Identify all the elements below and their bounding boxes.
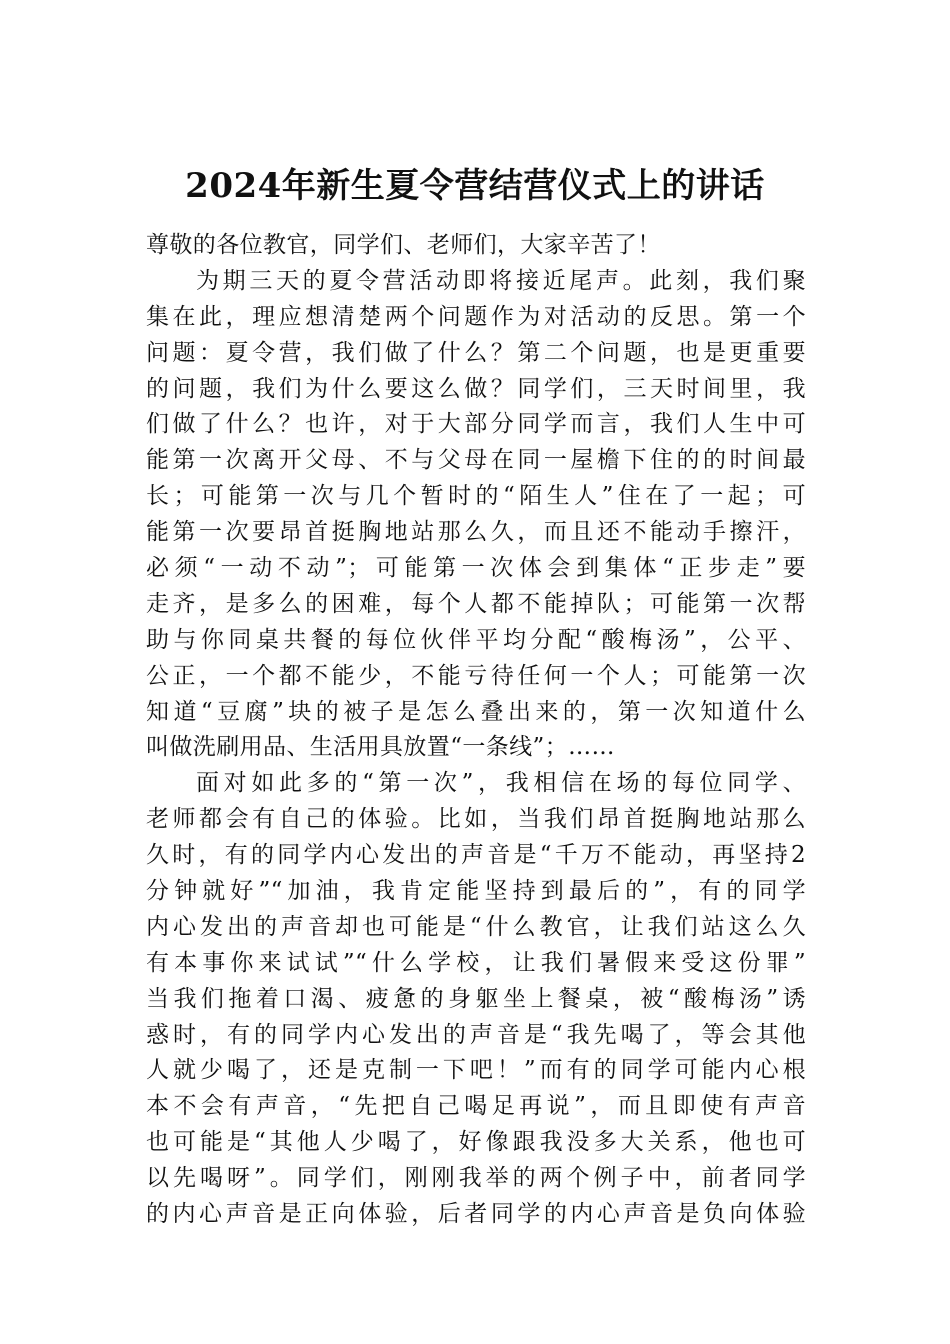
text-line: 也可能是“其他人少喝了，好像跟我没多大关系，他也可 <box>146 1129 806 1156</box>
text-line: 当我们拖着口渴、疲惫的身躯坐上餐桌，被“酸梅汤”诱 <box>146 985 806 1012</box>
text-line: 为期三天的夏令营活动即将接近尾声。此刻，我们聚 <box>196 267 806 294</box>
text-line: 分钟就好”“加油，我肯定能坚持到最后的”，有的同学 <box>146 878 806 905</box>
text-line: 人就少喝了，还是克制一下吧！”而有的同学可能内心根 <box>146 1057 806 1084</box>
text-line: 走齐，是多么的困难，每个人都不能掉队；可能第一次帮 <box>146 590 806 617</box>
text-line: 集在此，理应想清楚两个问题作为对活动的反思。第一个 <box>146 303 806 330</box>
text-line: 必须“一动不动”；可能第一次体会到集体“正步走”要 <box>146 555 806 582</box>
text-line: 久时，有的同学内心发出的声音是“千万不能动，再坚持2 <box>146 842 806 869</box>
document-title: 2024年新生夏令营结营仪式上的讲话 <box>185 166 765 206</box>
text-line: 的内心声音是正向体验，后者同学的内心声音是负向体验 <box>146 1201 806 1228</box>
text-line: 能第一次要昂首挺胸地站那么久，而且还不能动手擦汗， <box>146 519 806 546</box>
text-line: 内心发出的声音却也可能是“什么教官，让我们站这么久 <box>146 913 806 940</box>
text-line: 的问题，我们为什么要这么做？同学们，三天时间里，我 <box>146 375 806 402</box>
text-line: 老师都会有自己的体验。比如，当我们昂首挺胸地站那么 <box>146 806 806 833</box>
text-line: 公正，一个都不能少，不能亏待任何一个人；可能第一次 <box>146 662 806 689</box>
text-line: 知道“豆腐”块的被子是怎么叠出来的，第一次知道什么 <box>146 698 806 725</box>
text-line: 们做了什么？也许，对于大部分同学而言，我们人生中可 <box>146 411 806 438</box>
text-line: 惑时，有的同学内心发出的声音是“我先喝了，等会其他 <box>146 1021 806 1048</box>
text-line: 长；可能第一次与几个暂时的“陌生人”住在了一起；可 <box>146 483 806 510</box>
text-line: 叫做洗刷用品、生活用具放置“一条线”；…… <box>146 734 615 761</box>
text-line: 以先喝呀”。同学们，刚刚我举的两个例子中，前者同学 <box>146 1165 806 1192</box>
text-line: 尊敬的各位教官，同学们、老师们，大家辛苦了！ <box>146 232 661 258</box>
text-line: 能第一次离开父母、不与父母在同一屋檐下住的的时间最 <box>146 447 806 474</box>
text-line: 问题：夏令营，我们做了什么？第二个问题，也是更重要 <box>146 339 806 366</box>
text-line: 面对如此多的“第一次”，我相信在场的每位同学、 <box>196 770 806 797</box>
document-body <box>146 228 806 1233</box>
text-line: 助与你同桌共餐的每位伙伴平均分配“酸梅汤”，公平、 <box>146 626 806 653</box>
text-line: 有本事你来试试”“什么学校，让我们暑假来受这份罪” <box>146 949 806 976</box>
text-line: 本不会有声音，“先把自己喝足再说”，而且即使有声音 <box>146 1093 806 1120</box>
